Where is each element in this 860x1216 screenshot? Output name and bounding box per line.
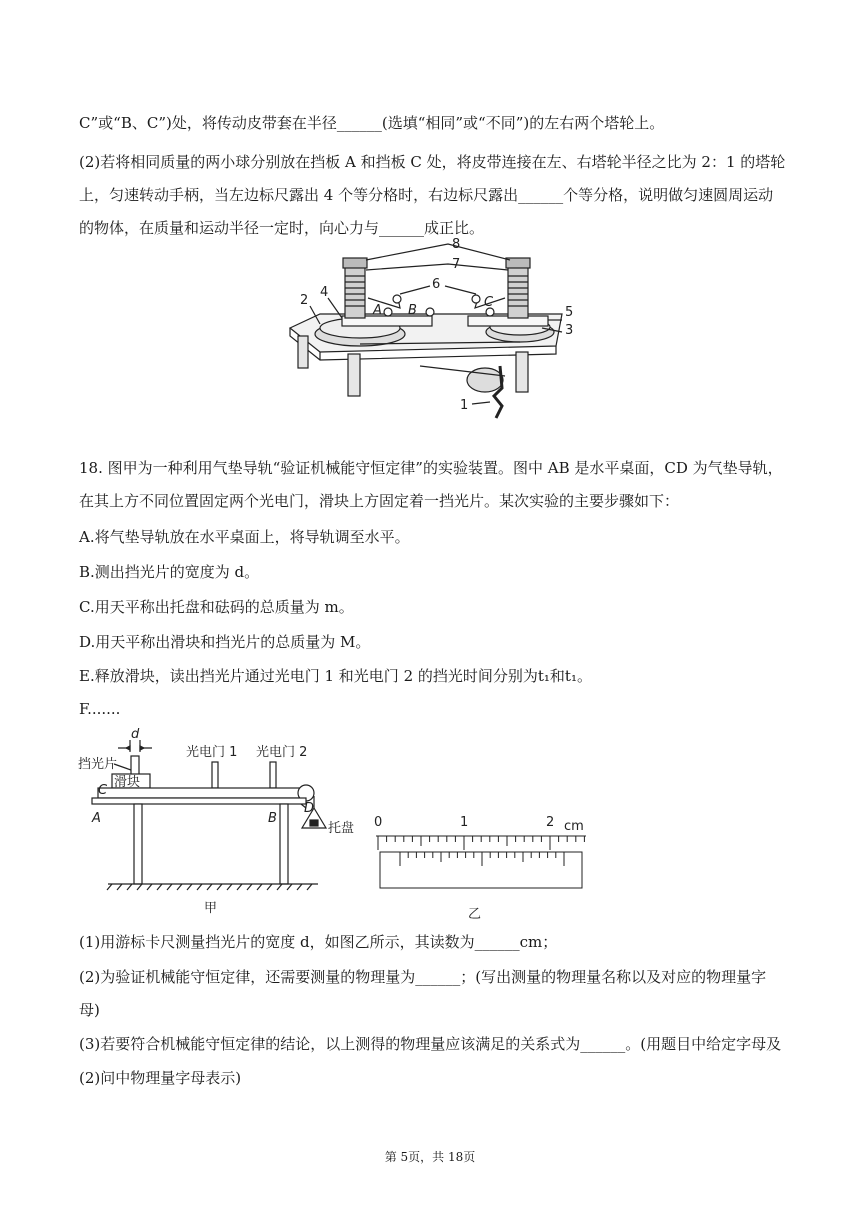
sub-q2-line-1: (2)为验证机械能守恒定律，还需要测量的物理量为______；(写出测量的物理量名称以及对应的物理量字 bbox=[79, 968, 767, 986]
fig2-caption: 甲 bbox=[204, 901, 218, 916]
fig1-label-1: 1 bbox=[460, 398, 469, 413]
step-d: D.用天平称出滑块和挡光片的总质量为 M。 bbox=[79, 633, 371, 651]
step-e: E.释放滑块，读出挡光片通过光电门 1 和光电门 2 的挡光时间分别为t₁和t₁。 bbox=[79, 667, 592, 685]
fig3-caption: 乙 bbox=[468, 907, 482, 922]
fig1-point-b: B bbox=[408, 303, 417, 318]
fig1-point-a: A bbox=[373, 303, 382, 318]
fig2-point-c: C bbox=[98, 783, 108, 798]
step-f: F....... bbox=[79, 700, 121, 718]
step-c: C.用天平称出托盘和砝码的总质量为 m。 bbox=[79, 598, 354, 616]
step-a: A.将气垫导轨放在水平桌面上，将导轨调至水平。 bbox=[79, 528, 410, 546]
vernier-caliper-figure bbox=[366, 810, 596, 922]
fig1-label-5: 5 bbox=[565, 305, 574, 320]
sub-q3-line-1: (3)若要符合机械能守恒定律的结论，以上测得的物理量应该满足的关系式为______。(用题目中给定字母及 bbox=[79, 1035, 782, 1053]
fig1-label-3: 3 bbox=[565, 323, 574, 338]
fig2-gate2-label: 光电门 2 bbox=[256, 745, 308, 760]
fig2-tray-label: 托盘 bbox=[328, 821, 355, 836]
fig1-label-7: 7 bbox=[452, 257, 461, 272]
q18-line-2: 在其上方不同位置固定两个光电门，滑块上方固定着一挡光片。某次实验的主要步骤如下： bbox=[79, 492, 680, 510]
main-scale-2: 2 bbox=[546, 815, 555, 830]
page-footer: 第 5页，共 18页 bbox=[384, 1150, 476, 1164]
fig2-d: d bbox=[131, 727, 140, 742]
fig1-label-4: 4 bbox=[320, 285, 329, 300]
fig2-point-d: D bbox=[304, 801, 315, 816]
sub-q1: (1)用游标卡尺测量挡光片的宽度 d，如图乙所示，其读数为______cm； bbox=[79, 933, 558, 951]
sub-q2-line-2: 母) bbox=[79, 1001, 100, 1019]
centripetal-apparatus-figure bbox=[280, 236, 590, 428]
text-line-3: 上，匀速转动手柄，当左边标尺露出 4 个等分格时，右边标尺露出______个等分格，说明做匀速圆周运动 bbox=[79, 186, 774, 204]
fig1-point-c: C bbox=[484, 295, 494, 310]
text-line-1: C”或“B、C”)处，将传动皮带套在半径______(选填“相同”或“不同”)的左右两个塔轮上。 bbox=[79, 114, 665, 132]
fig1-label-8: 8 bbox=[452, 237, 461, 252]
main-scale-0: 0 bbox=[374, 815, 383, 830]
text-line-2: (2)若将相同质量的两小球分别放在挡板 A 和挡板 C 处，将皮带连接在左、右塔轮半径之比为 2：1 的塔轮 bbox=[79, 153, 786, 171]
fig1-label-6: 6 bbox=[432, 277, 441, 292]
fig2-shade-label: 挡光片 bbox=[78, 757, 118, 772]
sub-q3-line-2: (2)问中物理量字母表示) bbox=[79, 1069, 242, 1087]
text-line-4: 的物体，在质量和运动半径一定时，向心力与______成正比。 bbox=[79, 219, 485, 237]
main-scale-ticks bbox=[378, 836, 584, 850]
fig2-point-b: B bbox=[268, 811, 277, 826]
fig2-slider-label: 滑块 bbox=[114, 775, 141, 790]
main-scale-unit: cm bbox=[564, 819, 584, 834]
fig2-point-a: A bbox=[92, 811, 101, 826]
q18-line-1: 18. 图甲为一种利用气垫导轨“验证机械能守恒定律”的实验装置。图中 AB 是水平桌面，CD 为气垫导轨， bbox=[79, 459, 783, 477]
air-track-figure bbox=[78, 726, 368, 922]
step-b: B.测出挡光片的宽度为 d。 bbox=[79, 563, 260, 581]
main-scale-1: 1 bbox=[460, 815, 469, 830]
fig1-label-2: 2 bbox=[300, 293, 309, 308]
fig2-gate1-label: 光电门 1 bbox=[186, 745, 238, 760]
